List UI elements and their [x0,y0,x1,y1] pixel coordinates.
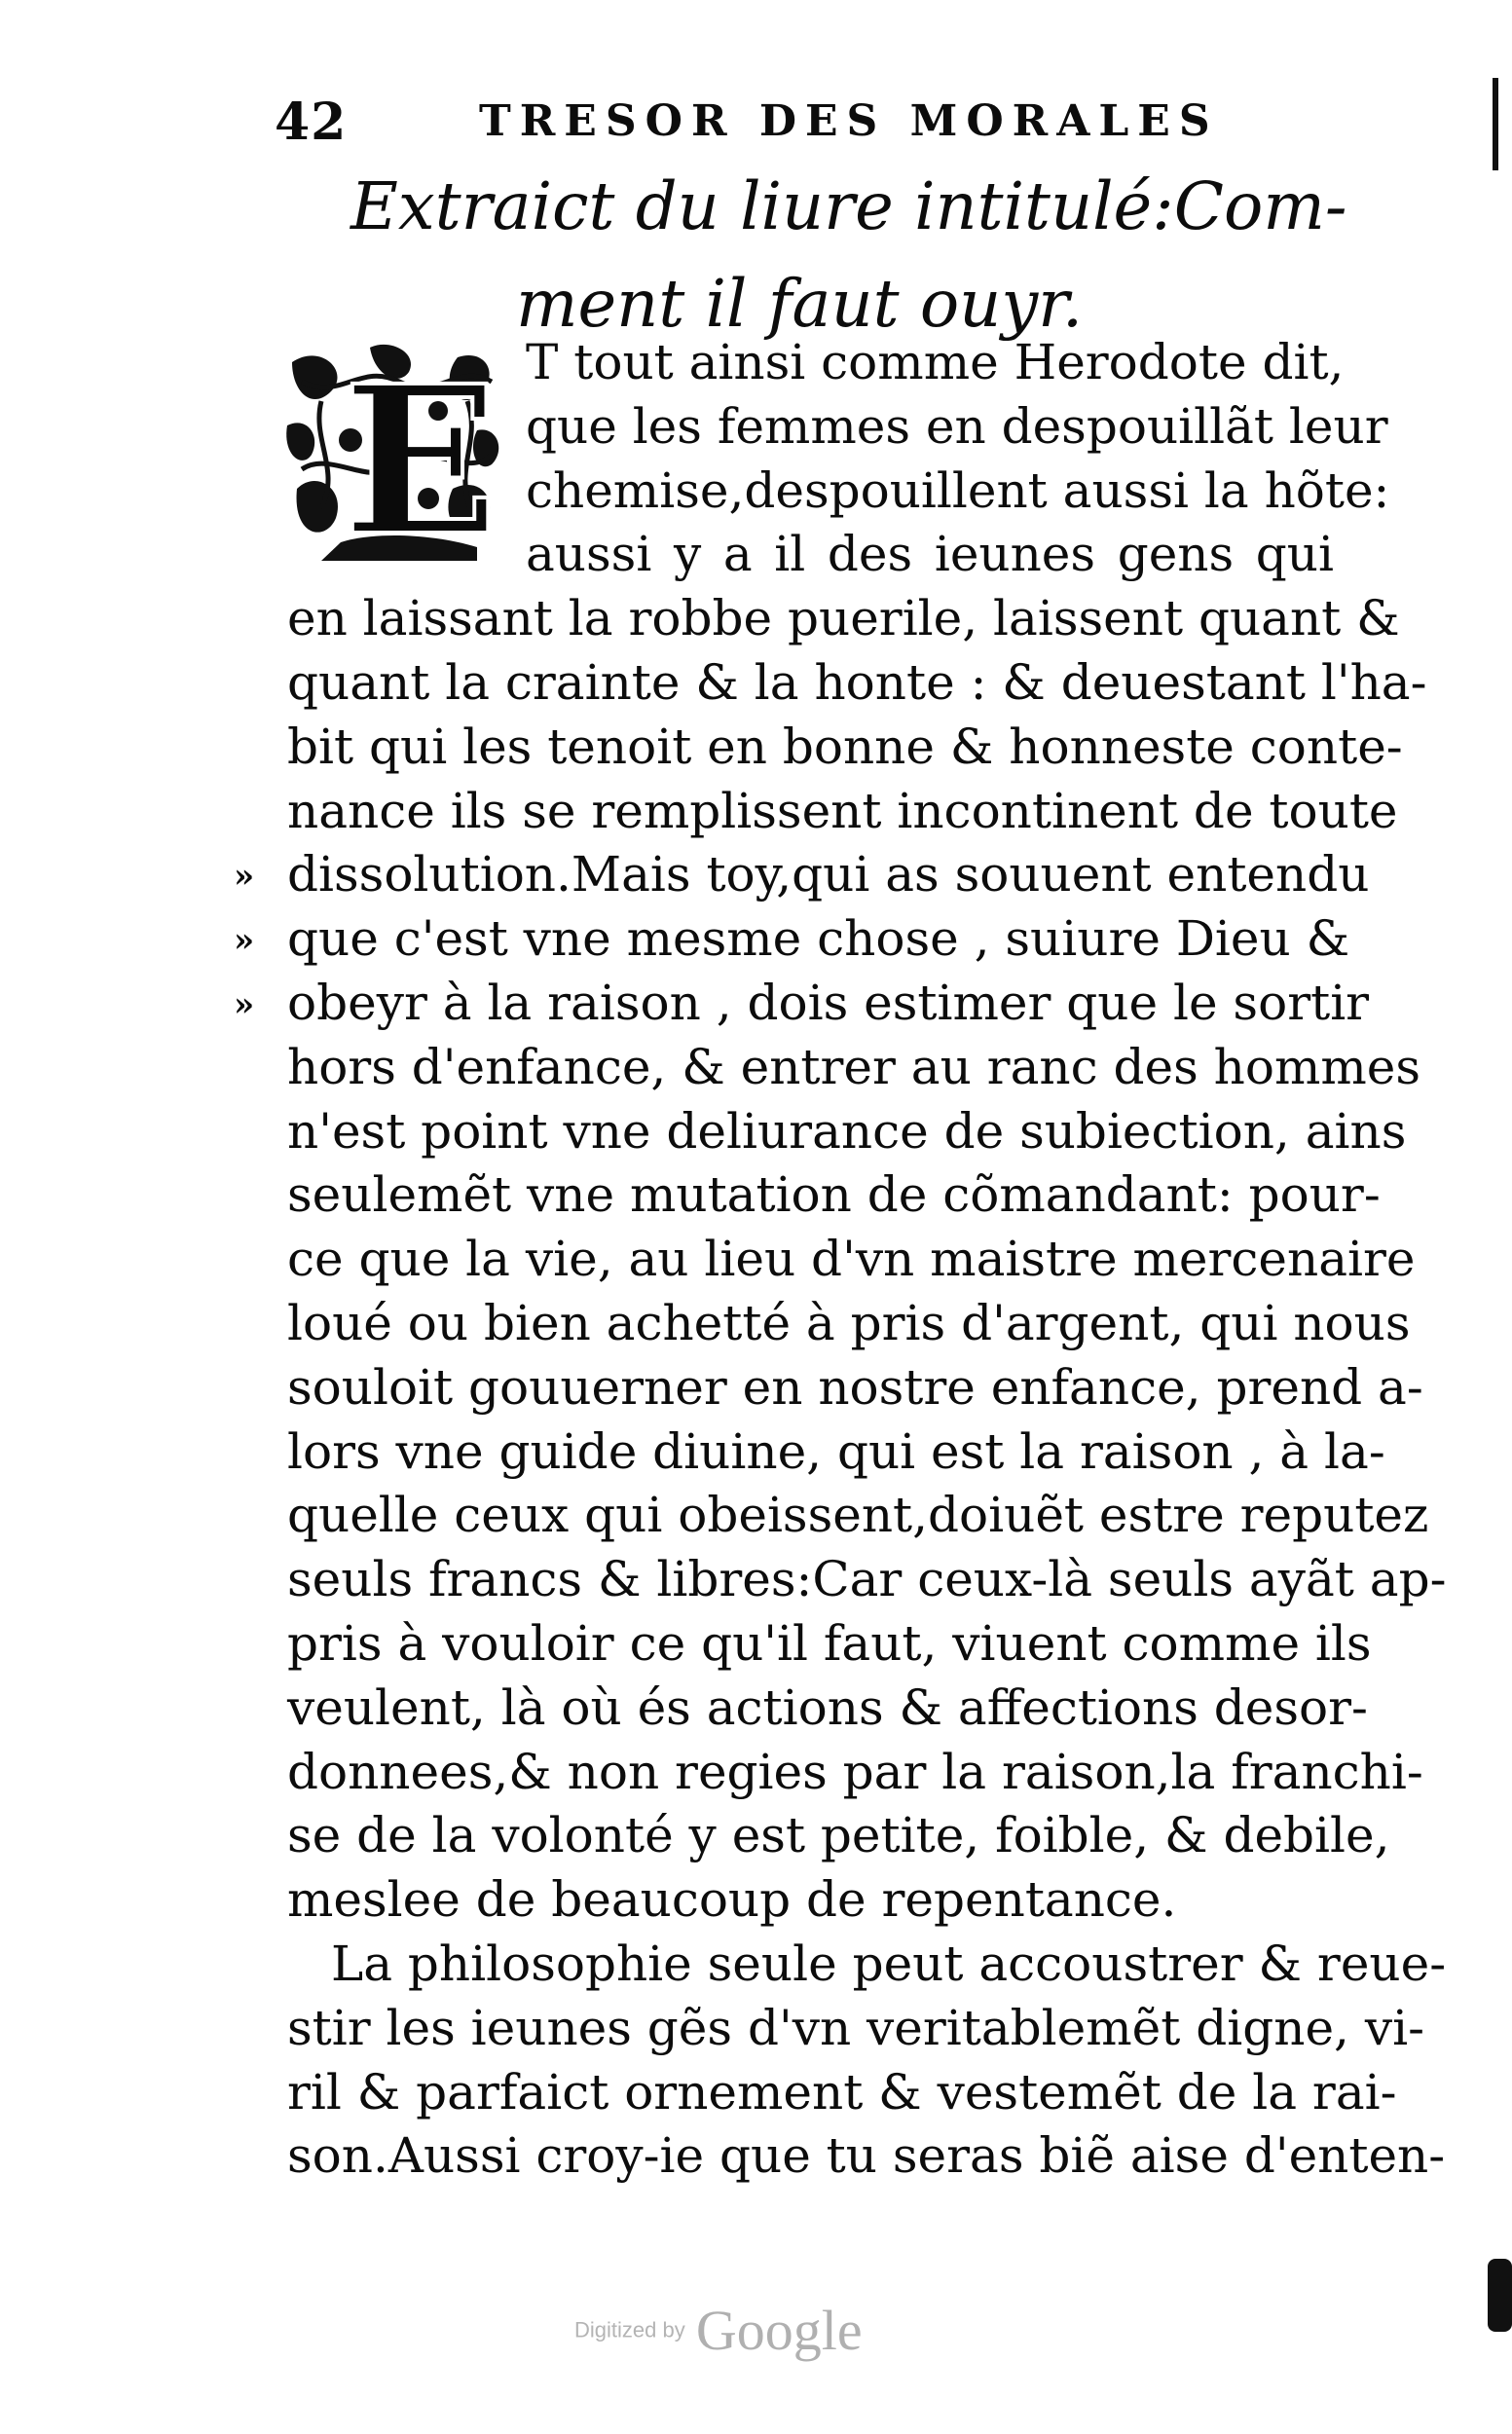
text-line: que les femmes en despouillãt leur [526,397,1388,455]
ornamental-drop-cap-e [282,341,506,581]
text-line: chemise,despouillent aussi la hõte: [526,461,1390,519]
quote-mark: » [234,857,255,897]
digitized-by-text: Digitized by [574,2317,685,2342]
text-line: loué ou bien achetté à pris d'argent, qui nous [287,1294,1411,1351]
body-text [287,331,1447,2189]
floral-ornament-icon [282,341,506,581]
text-line: ril & parfaict ornement & vestemẽt de la rai- [287,2063,1397,2121]
text-line: meslee de beaucoup de repentance. [287,1871,1177,1929]
scan-edge-mark [1493,78,1498,170]
text-line: n'est point vne deliurance de subiection, ains [287,1102,1407,1160]
text-line: en laissant la robbe puerile, laissent quant & [287,590,1400,647]
text-line: son.Aussi croy-ie que tu seras biẽ aise d'enten- [287,2127,1446,2185]
text-line: donnees,& non regies par la raison,la franchi- [287,1743,1423,1800]
text-line: souloit gouuerner en nostre enfance, prend a- [287,1358,1423,1416]
heading-line-2: ment il faut ouyr. [516,266,1084,342]
text-line: nance ils se remplissent incontinent de toute [287,782,1398,839]
text-line: obeyr à la raison , dois estimer que le sortir [287,974,1370,1031]
text-line: pris à vouloir ce qu'il faut, viuent comme ils [287,1614,1372,1672]
text-line: seulemẽt vne mutation de cõmandant: pour- [287,1166,1381,1224]
running-head-title: TRESOR DES MORALES [479,96,1219,146]
text-line: quant la crainte & la honte : & deuestant l'ha- [287,653,1427,711]
text-line: veulent, là où és actions & affections desor- [287,1678,1368,1736]
heading-line-1: Extraict du liure intitulé:Com- [350,168,1347,244]
text-line: aussi y a il des ieunes gens qui [526,526,1334,583]
text-line: stir les ieunes gẽs d'vn veritablemẽt digne, vi- [287,1999,1424,2056]
text-line: ce que la vie, au lieu d'vn maistre mercenaire [287,1231,1416,1288]
text-line: que c'est vne mesme chose , suiure Dieu & [287,910,1350,968]
running-head [275,92,1219,161]
text-line: se de la volonté y est petite, foible, & debile, [287,1807,1390,1864]
quote-mark: » [234,985,255,1024]
quote-mark: » [234,921,255,961]
google-logo: Google [695,2299,863,2362]
digitized-watermark [574,2298,983,2376]
text-line: seuls francs & libres:Car ceux-là seuls ayãt ap- [287,1551,1447,1608]
section-heading [350,158,1347,352]
text-line: La philosophie seule peut accoustrer & reue- [331,1935,1447,1992]
scan-edge-mark [1488,2259,1512,2332]
text-line: bit qui les tenoit en bonne & honneste conte- [287,718,1403,775]
text-line: hors d'enfance, & entrer au ranc des hommes [287,1038,1421,1095]
text-line: lors vne guide diuine, qui est la raison , à la- [287,1422,1385,1480]
svg-text:E: E [343,341,499,581]
text-line: quelle ceux qui obeissent,doiuẽt estre reputez [287,1487,1429,1544]
page-number: 42 [275,92,348,152]
text-line: dissolution.Mais toy,qui as souuent entendu [287,846,1370,904]
text-line: T tout ainsi comme Herodote dit, [526,334,1345,390]
